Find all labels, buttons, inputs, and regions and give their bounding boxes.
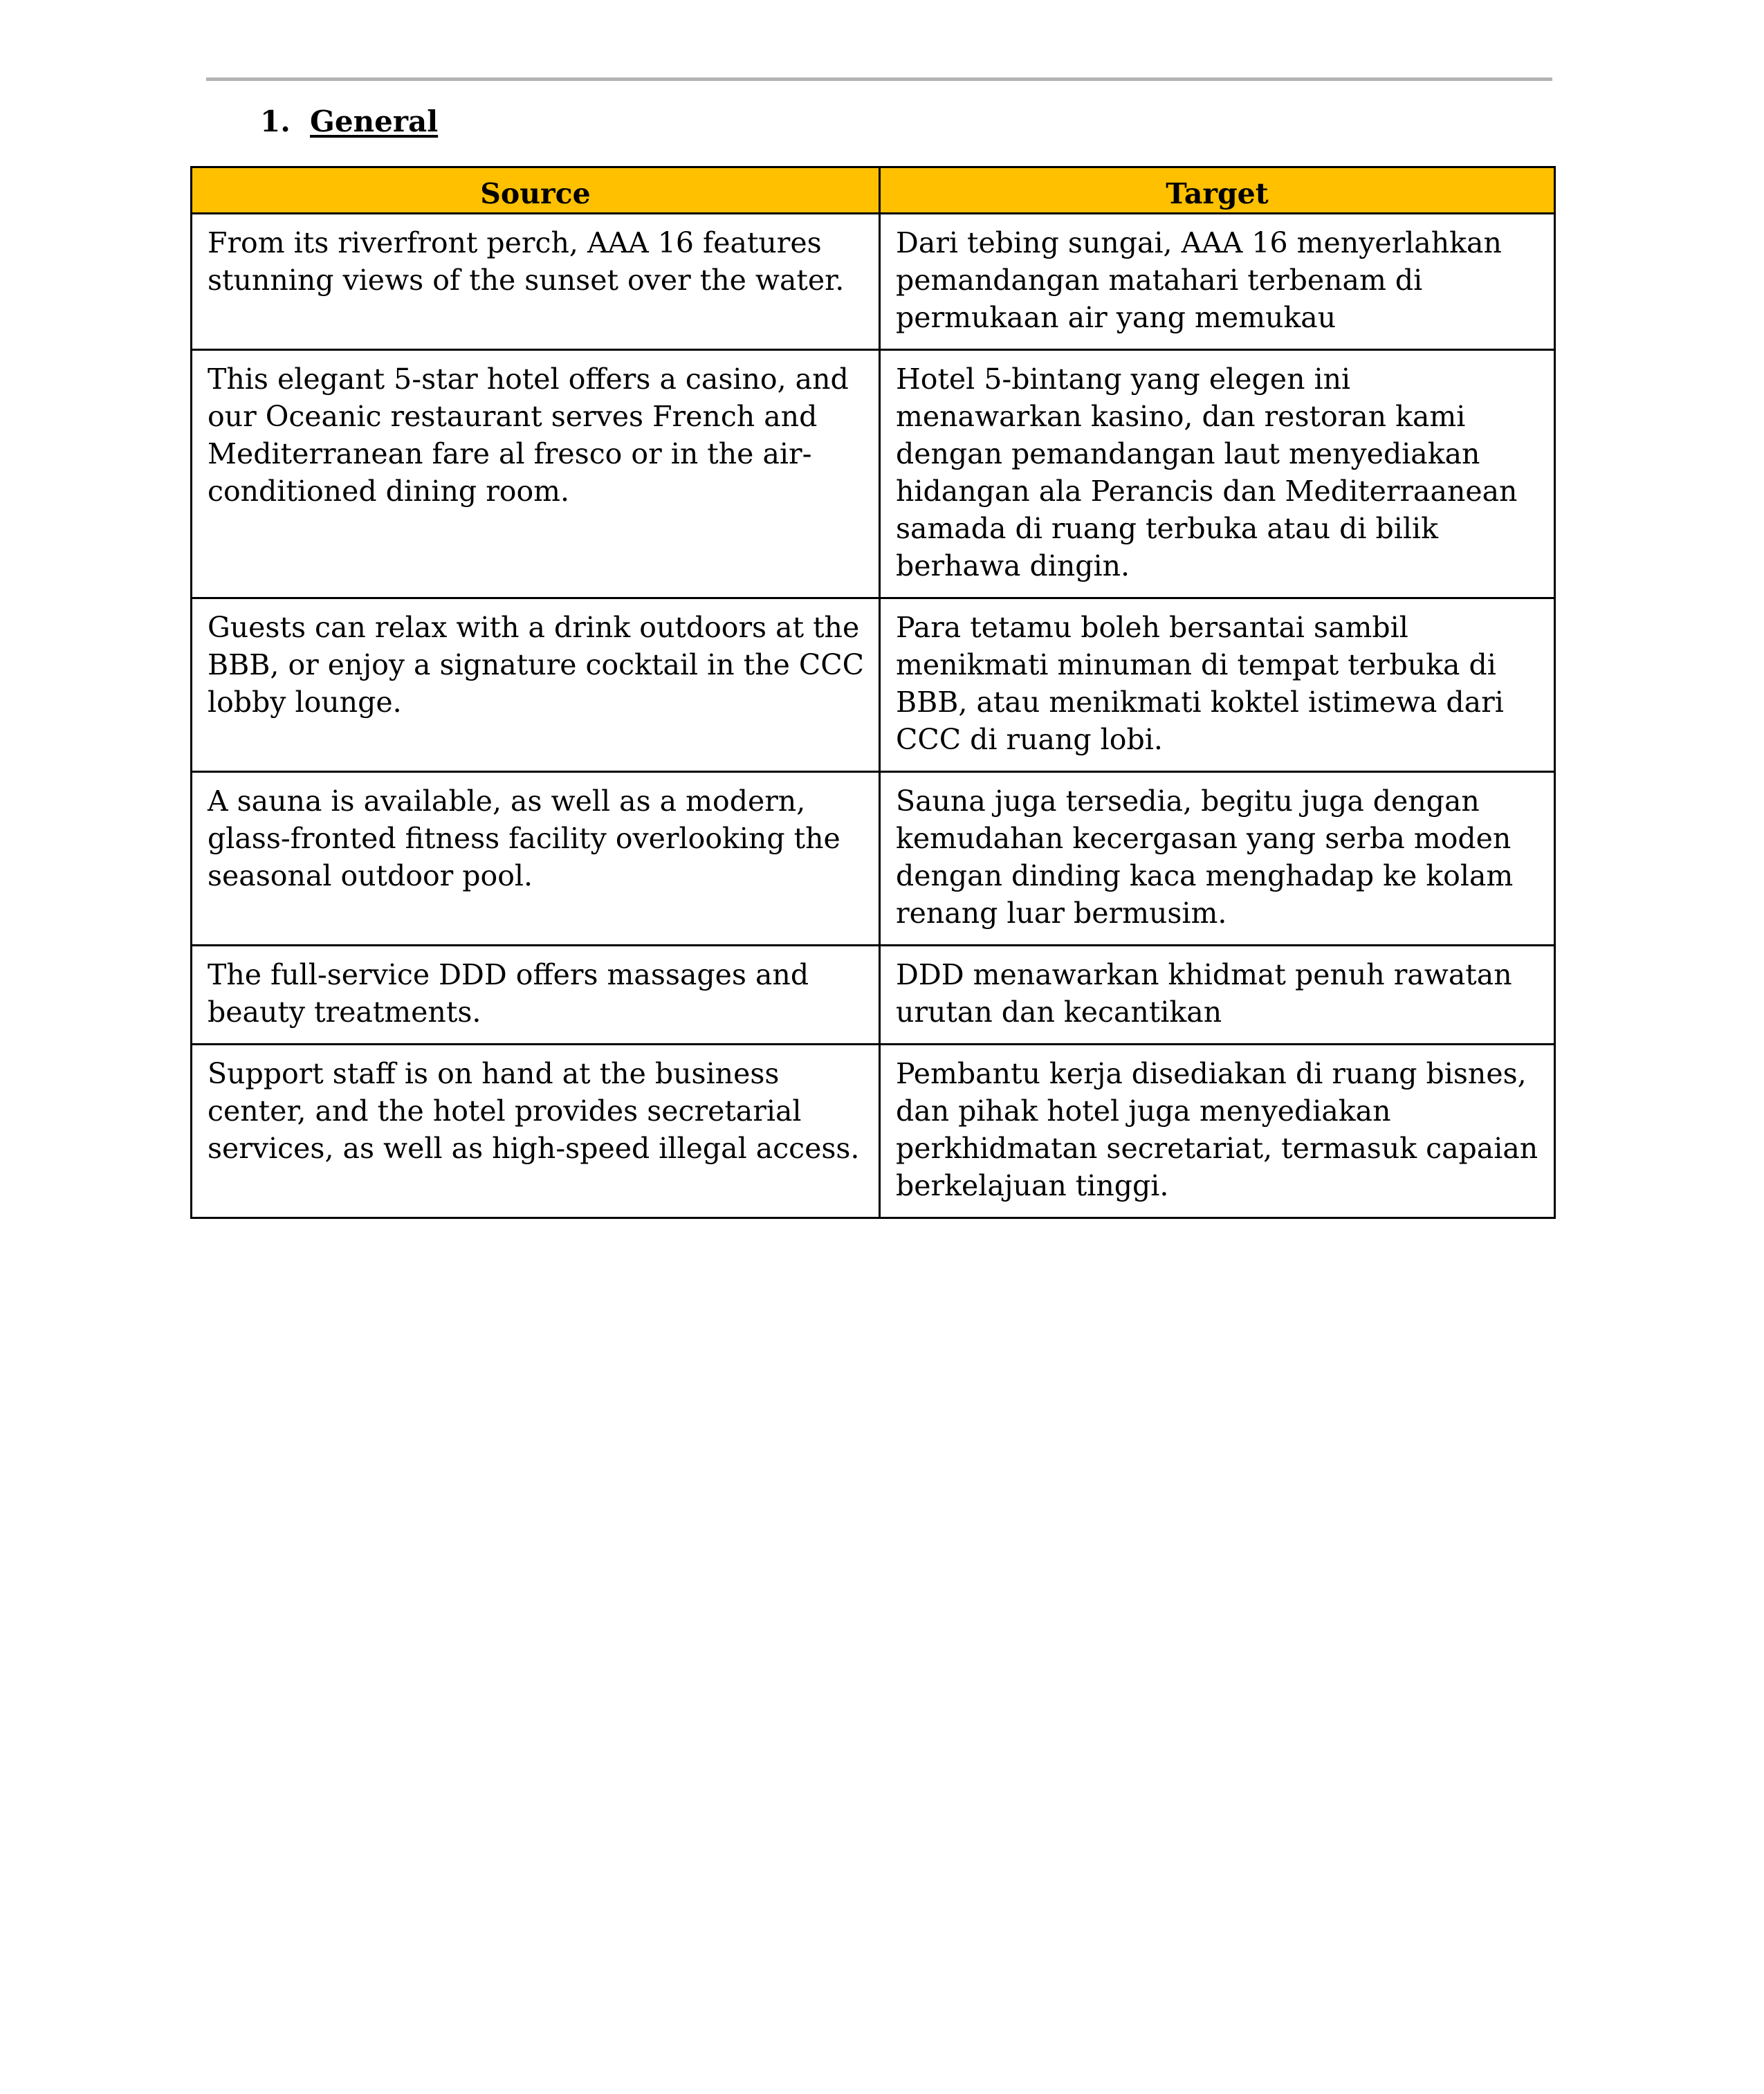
- table-row: [192, 772, 1555, 946]
- section-number: 1.: [260, 104, 291, 138]
- table-row: [192, 946, 1555, 1045]
- table-row: [192, 350, 1555, 598]
- table-row: [192, 598, 1555, 772]
- header-rule: [206, 77, 1552, 81]
- table-header-row: [192, 167, 1555, 214]
- source-cell: The full-service DDD offers massages and beauty treatments.: [192, 946, 880, 1045]
- target-cell: Pembantu kerja disediakan di ruang bisnes, dan pihak hotel juga menyediakan perkhidmatan secretariat, termasuk capaian berkelajuan tinggi.: [880, 1045, 1555, 1218]
- table-row: [192, 1045, 1555, 1218]
- source-cell: From its riverfront perch, AAA 16 features stunning views of the sunset over the water.: [192, 214, 880, 350]
- table-row: [192, 214, 1555, 350]
- target-column-header: Target: [880, 167, 1555, 214]
- source-cell: Support staff is on hand at the business center, and the hotel provides secretarial services, as well as high-speed illegal access.: [192, 1045, 880, 1218]
- target-cell: Hotel 5-bintang yang elegen ini menawarkan kasino, dan restoran kami dengan pemandangan laut menyediakan hidangan ala Perancis dan Mediterraanean samada di ruang terbuka atau di bilik berhawa dingin.: [880, 350, 1555, 598]
- source-cell: Guests can relax with a drink outdoors at the BBB, or enjoy a signature cocktail in the CCC lobby lounge.: [192, 598, 880, 772]
- source-cell: A sauna is available, as well as a modern, glass-fronted fitness facility overlooking the seasonal outdoor pool.: [192, 772, 880, 946]
- section-title: General: [310, 104, 439, 138]
- target-cell: Sauna juga tersedia, begitu juga dengan kemudahan kecergasan yang serba moden dengan dinding kaca menghadap ke kolam renang luar bermusim.: [880, 772, 1555, 946]
- section-heading: [260, 104, 438, 140]
- target-cell: Dari tebing sungai, AAA 16 menyerlahkan pemandangan matahari terbenam di permukaan air yang memukau: [880, 214, 1555, 350]
- target-cell: DDD menawarkan khidmat penuh rawatan urutan dan kecantikan: [880, 946, 1555, 1045]
- target-cell: Para tetamu boleh bersantai sambil menikmati minuman di tempat terbuka di BBB, atau menikmati koktel istimewa dari CCC di ruang lobi.: [880, 598, 1555, 772]
- translation-table: [190, 166, 1556, 1219]
- source-cell: This elegant 5-star hotel offers a casino, and our Oceanic restaurant serves French and Mediterranean fare al fresco or in the air-conditioned dining room.: [192, 350, 880, 598]
- source-column-header: Source: [192, 167, 880, 214]
